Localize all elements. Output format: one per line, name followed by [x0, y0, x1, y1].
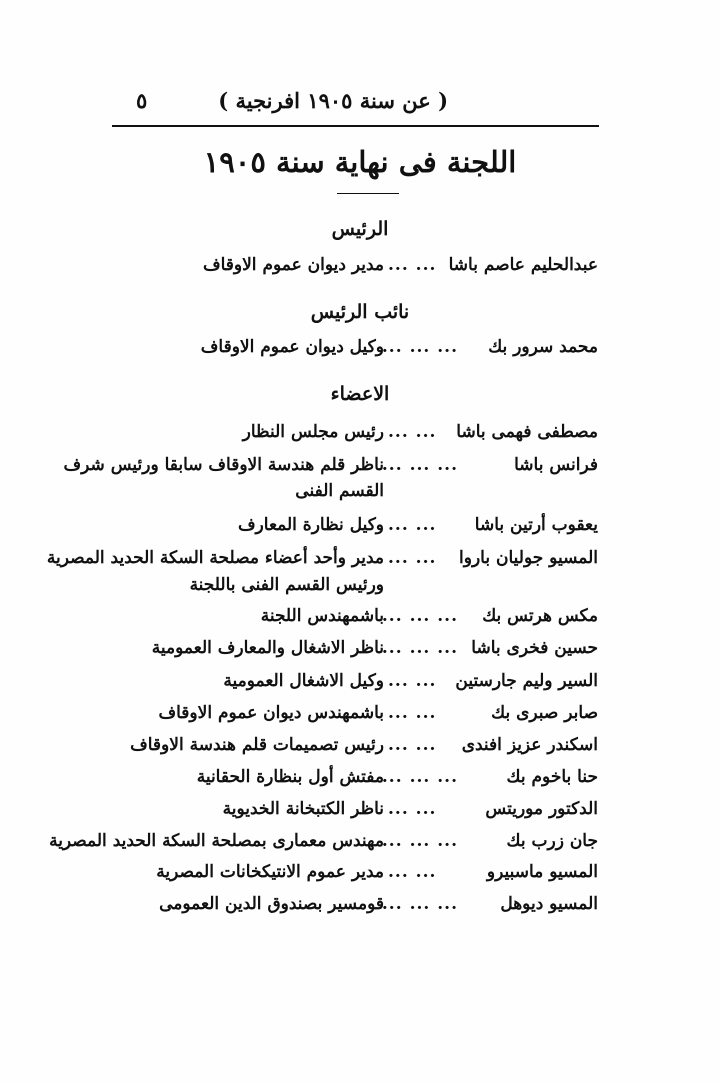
list-item	[112, 799, 598, 827]
leader-dots: ... ...	[388, 862, 437, 882]
member-role: وكيل ديوان عموم الاوقاف	[200, 337, 384, 357]
member-role: ناظر الكتبخانة الخديوية	[222, 799, 384, 819]
list-item	[49, 831, 598, 859]
member-name: محمد سرور بك	[488, 337, 598, 357]
member-name: فرانس باشا	[514, 455, 598, 475]
leader-dots: ... ... ...	[381, 337, 458, 357]
list-item	[63, 455, 598, 483]
leader-dots: ... ...	[388, 703, 437, 723]
member-role-continuation: ورئيس القسم الفنى باللجنة	[189, 575, 384, 595]
member-role: مدير ديوان عموم الاوقاف	[202, 255, 384, 275]
leader-dots: ... ...	[388, 422, 437, 442]
member-role: باشمهندس اللجنة	[260, 606, 384, 626]
leader-dots: ... ...	[388, 671, 437, 691]
page-number: ٥	[136, 88, 148, 113]
list-item	[112, 671, 598, 699]
member-name: المسيو ماسبيرو	[486, 862, 598, 882]
header-rule	[112, 125, 599, 127]
list-item	[112, 606, 598, 634]
section-heading-members: الاعضاء	[330, 383, 390, 405]
member-name: صابر صبرى بك	[491, 703, 598, 723]
list-item	[112, 862, 598, 890]
list-item	[112, 703, 598, 731]
page-header	[112, 88, 598, 122]
member-name: السير وليم جارستين	[455, 671, 598, 691]
leader-dots: ... ...	[388, 799, 437, 819]
list-item	[112, 638, 598, 666]
list-item	[46, 548, 598, 576]
leader-dots: ... ... ...	[381, 767, 458, 787]
leader-dots: ... ... ...	[381, 894, 458, 914]
member-role: ناظر قلم هندسة الاوقاف سابقا ورئيس شرف	[63, 455, 384, 475]
section-heading-president: الرئيس	[331, 218, 389, 240]
member-name: جان زرب بك	[506, 831, 598, 851]
leader-dots: ... ...	[388, 255, 437, 275]
member-name: مكس هرتس بك	[482, 606, 598, 626]
member-name: يعقوب أرتين باشا	[474, 515, 598, 535]
list-item	[112, 735, 598, 763]
member-role: باشمهندس ديوان عموم الاوقاف	[158, 703, 384, 723]
list-item	[112, 255, 598, 283]
list-item	[112, 515, 598, 543]
page-title: اللجنة فى نهاية سنة ١٩٠٥	[203, 145, 517, 179]
member-name: المسيو جوليان باروا	[459, 548, 598, 568]
member-role: مفتش أول بنظارة الحقانية	[196, 767, 384, 787]
leader-dots: ... ...	[388, 548, 437, 568]
member-name: حنا باخوم بك	[506, 767, 598, 787]
member-name: الدكتور موريتس	[485, 799, 598, 819]
member-role: وكيل نظارة المعارف	[237, 515, 384, 535]
member-name: مصطفى فهمى باشا	[456, 422, 598, 442]
list-item	[112, 894, 598, 922]
member-role: رئيس مجلس النظار	[242, 422, 384, 442]
member-role: قومسير بصندوق الدين العمومى	[159, 894, 384, 914]
member-role: مدير وأحد أعضاء مصلحة السكة الحديد المصرية	[46, 548, 384, 568]
list-item	[112, 337, 598, 365]
leader-dots: ... ...	[388, 735, 437, 755]
member-role: وكيل الاشغال العمومية	[223, 671, 384, 691]
leader-dots: ... ... ...	[381, 455, 458, 475]
member-role-continuation: القسم الفنى	[295, 481, 384, 501]
member-name: المسيو ديوهل	[500, 894, 598, 914]
member-role: ناظر الاشغال والمعارف العمومية	[151, 638, 384, 658]
leader-dots: ... ... ...	[381, 831, 458, 851]
section-heading-vice-president: نائب الرئيس	[310, 301, 410, 323]
leader-dots: ... ...	[388, 515, 437, 535]
member-name: حسين فخرى باشا	[471, 638, 598, 658]
list-item	[112, 422, 598, 450]
member-name: اسكندر عزيز افندى	[461, 735, 598, 755]
leader-dots: ... ... ...	[381, 638, 458, 658]
leader-dots: ... ... ...	[381, 606, 458, 626]
member-name: عبدالحليم عاصم باشا	[448, 255, 598, 275]
list-item	[112, 767, 598, 795]
member-role: رئيس تصميمات قلم هندسة الاوقاف	[130, 735, 384, 755]
member-role: مدير عموم الانتيكخانات المصرية	[156, 862, 384, 882]
member-role: مهندس معمارى بمصلحة السكة الحديد المصرية	[49, 831, 384, 851]
title-rule	[337, 193, 399, 194]
running-title: ( عن سنة ١٩٠٥ افرنجية )	[218, 88, 448, 113]
